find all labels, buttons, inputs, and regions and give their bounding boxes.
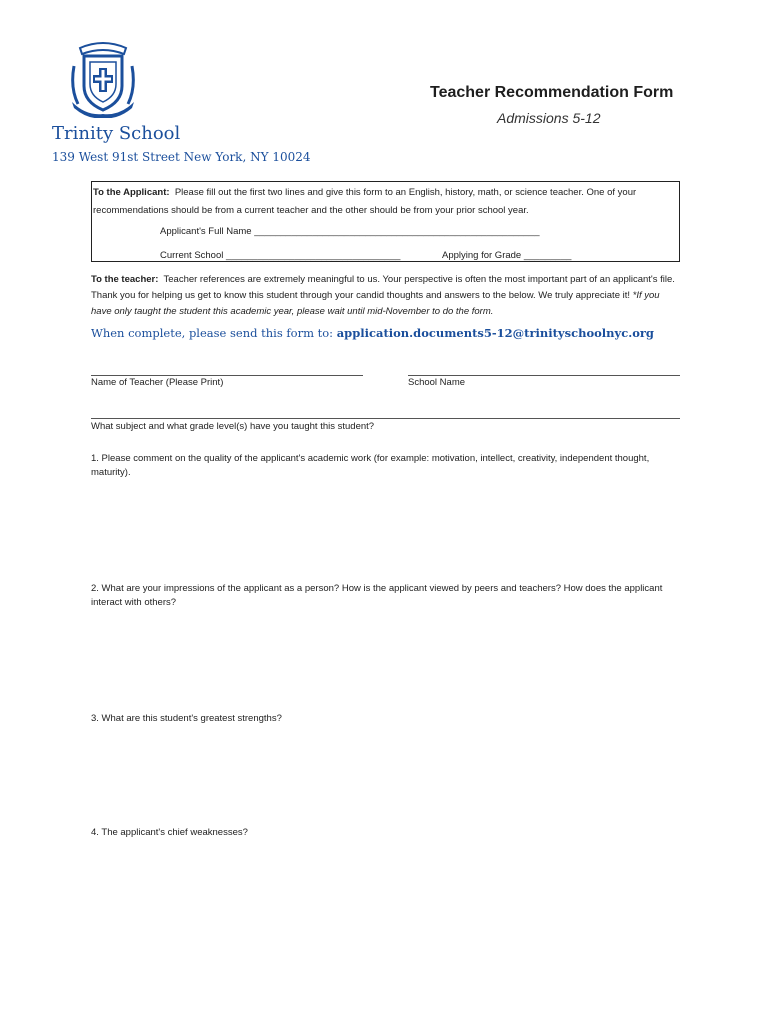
subjects-label: What subject and what grade level(s) have you taught this student? (91, 421, 375, 432)
teacher-note (91, 272, 679, 320)
school-address: 139 West 91st Street New York, NY 10024 (52, 150, 311, 164)
send-instructions (91, 326, 654, 340)
send-email-link[interactable]: application.documents5-12@trinityschoolnyc.org (336, 326, 654, 340)
question-3: 3. What are this student's greatest strengths? (91, 713, 282, 724)
applicant-instructions-box (91, 181, 680, 262)
question-2: 2. What are your impressions of the applicant as a person? How is the applicant viewed by peers and teachers? How does the applicant interact with others? (91, 583, 663, 608)
teacher-name-label: Name of Teacher (Please Print) (91, 377, 224, 388)
question-1: 1. Please comment on the quality of the applicant's academic work (for example: motivation, intellect, creativity, independent thought, maturity). (91, 453, 650, 478)
applicant-instructions-text: Please fill out the first two lines and give this form to an English, history, math, or science teacher. One of your recommendations should be from a current teacher and the other should be from your prior school year. (93, 187, 637, 216)
grade-blank: _________ (523, 250, 572, 261)
send-prefix: When complete, please send this form to: (91, 326, 334, 340)
applicant-instructions (92, 182, 679, 220)
school-name-label: School Name (408, 377, 466, 388)
subjects-line[interactable] (91, 418, 680, 419)
teacher-note-text: Teacher references are extremely meaningful to us. Your perspective is often the most important part of an applicant's file. Thank you for helping us get to know this student through your candid thoughts and answers to the below. We truly appreciate it! (91, 274, 675, 301)
applicant-heading: To the Applicant: (93, 187, 170, 198)
full-name-blank: ______________________________________________________ (254, 226, 540, 237)
current-school-label: Current School (160, 250, 224, 261)
school-name: Trinity School (52, 123, 181, 144)
full-name-label: Applicant's Full Name (160, 226, 252, 237)
current-school-field[interactable] (160, 247, 400, 265)
school-crest-logo (66, 38, 140, 118)
teacher-name-line[interactable] (91, 375, 363, 376)
grade-label: Applying for Grade (442, 250, 522, 261)
applicant-full-name-field[interactable] (160, 223, 540, 241)
school-name-line[interactable] (408, 375, 680, 376)
form-subtitle: Admissions 5-12 (497, 110, 601, 126)
teacher-note-italic: *If you have only taught the student this academic year, please wait until mid-November to do the form. (91, 290, 660, 317)
applying-grade-field[interactable] (442, 247, 571, 265)
question-4: 4. The applicant's chief weaknesses? (91, 827, 248, 838)
teacher-heading: To the teacher: (91, 274, 159, 285)
current-school-blank: _________________________________ (226, 250, 401, 261)
form-title: Teacher Recommendation Form (430, 84, 674, 101)
